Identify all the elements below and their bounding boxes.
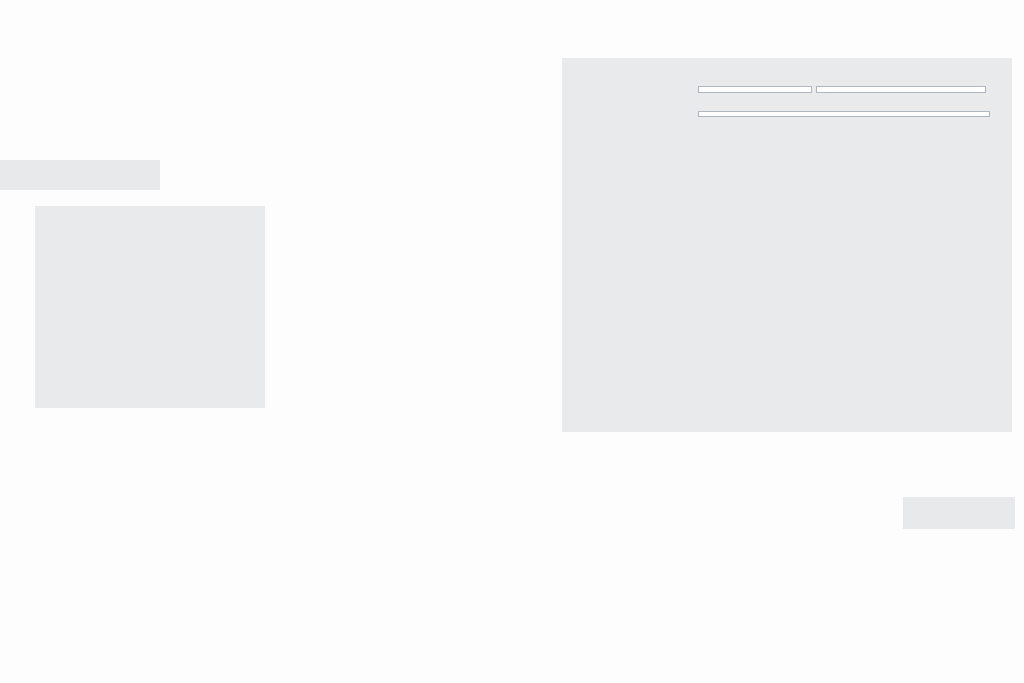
group-header-aktie [698,86,812,93]
anleihe-table [580,111,990,121]
column-2 [258,150,436,159]
price-chart-panel [35,206,265,408]
page-right [512,0,1024,683]
performance-table [580,86,990,95]
anleihe-column-headers [698,111,990,118]
spacer [9,170,152,180]
spacer [912,508,1009,518]
table-group-header [580,86,990,95]
ir-column-left [562,450,808,459]
group-header-genussscheine [816,86,986,93]
performance-data-panel [562,58,1012,432]
website-callout-box [0,160,160,190]
table-header-row [580,111,990,121]
price-chart-svg [49,232,251,398]
hotline-callout-box [903,497,1015,529]
column-1 [35,150,248,408]
paragraph-with-callout [822,455,1015,529]
ir-column-right [822,455,1015,529]
